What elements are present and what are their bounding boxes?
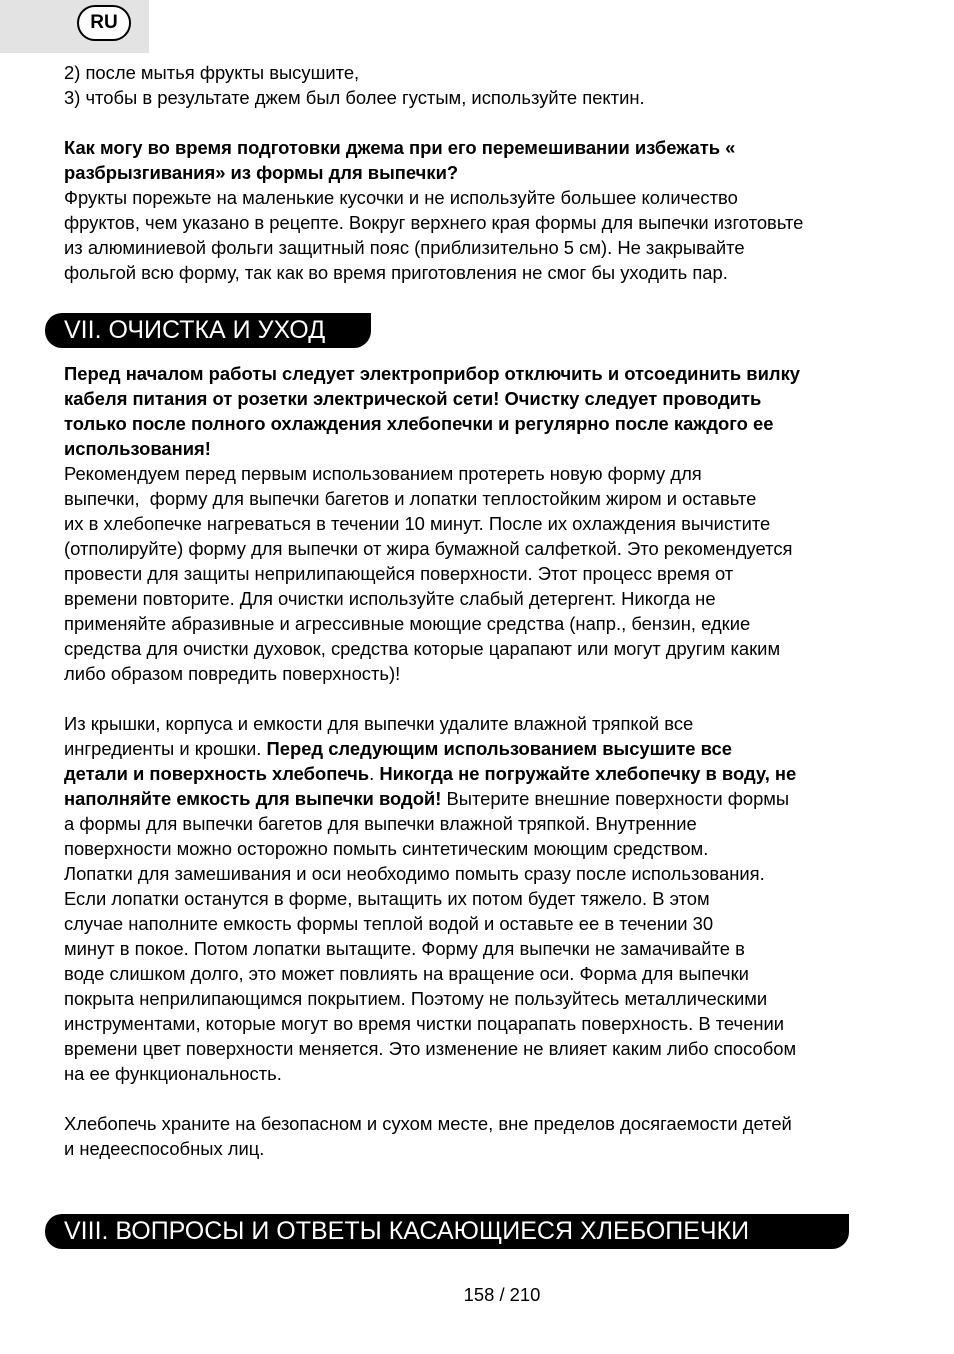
faq-answer-line: фольгой всю форму, так как во время приготовления не смог бы уходить пар. xyxy=(64,262,728,283)
page-number xyxy=(0,1282,954,1307)
faq-answer-line: из алюминиевой фольги защитный пояс (приблизительно 5 см). Не закрывайте xyxy=(64,237,745,258)
page-current: 158 xyxy=(463,1284,495,1305)
section-heading-cleaning: VII. ОЧИСТКА И УХОД xyxy=(45,313,371,348)
paragraph-line: воде слишком долго, это может повлиять на вращение оси. Форма для выпечки xyxy=(64,963,749,984)
page-separator: / xyxy=(494,1284,510,1305)
intro-line: 2) после мытья фрукты высушите, xyxy=(64,62,360,83)
paragraph-line: Рекомендуем перед первым использованием протереть новую форму для xyxy=(64,463,702,484)
section-heading-faq: VIII. ВОПРОСЫ И ОТВЕТЫ КАСАЮЩИЕСЯ ХЛЕБОПЕЧКИ xyxy=(45,1214,849,1249)
paragraph-line: их в хлебопечке нагреваться в течении 10 минут. После их охлаждения вычистите xyxy=(64,513,771,534)
paragraph-line: инструментами, которые могут во время чистки поцарапать поверхность. В течении xyxy=(64,1013,785,1034)
faq-answer-line: Фрукты порежьте на маленькие кусочки и не используйте большее количество xyxy=(64,187,738,208)
paragraph-line: случае наполните емкость формы теплой водой и оставьте ее в течении 30 xyxy=(64,913,714,934)
paragraph-line xyxy=(64,736,732,761)
warning-line: только после полного охлаждения хлебопечки и регулярно после каждого ее xyxy=(64,413,774,434)
page-total: 210 xyxy=(509,1284,541,1305)
paragraph-line: на ее функциональность. xyxy=(64,1063,282,1084)
bold-text-run: детали и поверхность хлебопечь xyxy=(64,763,370,784)
intro-line: 3) чтобы в результате джем был более густым, используйте пектин. xyxy=(64,87,645,108)
paragraph-line: поверхности можно осторожно помыть синтетическим моющим средством. xyxy=(64,838,709,859)
warning-line: Перед началом работы следует электроприбор отключить и отсоединить вилку xyxy=(64,363,801,384)
paragraph-line: Хлебопечь храните на безопасном и сухом месте, вне пределов досягаемости детей xyxy=(64,1113,792,1134)
text-run: Вытерите внешние поверхности формы xyxy=(441,788,790,809)
text-run: ингредиенты и крошки. xyxy=(64,738,267,759)
bold-text-run: наполняйте емкость для выпечки водой! xyxy=(64,788,442,809)
paragraph-line xyxy=(64,786,789,811)
paragraph-line: времени повторите. Для очистки используйте слабый детергент. Никогда не xyxy=(64,588,716,609)
paragraph-line: Если лопатки останутся в форме, вытащить их потом будет тяжело. В этом xyxy=(64,888,710,909)
paragraph-line: минут в покое. Потом лопатки вытащите. Форму для выпечки не замачивайте в xyxy=(64,938,745,959)
faq-question-line: разбрызгивания» из формы для выпечки? xyxy=(64,162,459,183)
paragraph-line: времени цвет поверхности меняется. Это изменение не влияет каким либо способом xyxy=(64,1038,797,1059)
paragraph-line: а формы для выпечки багетов для выпечки влажной тряпкой. Внутренние xyxy=(64,813,697,834)
paragraph-line: применяйте абразивные и агрессивные моющие средства (напр., бензин, едкие xyxy=(64,613,751,634)
paragraph-line: провести для защиты неприлипающейся поверхности. Этот процесс время от xyxy=(64,563,734,584)
faq-answer-line: фруктов, чем указано в рецепте. Вокруг верхнего края формы для выпечки изготовьте xyxy=(64,212,804,233)
language-badge: RU xyxy=(77,5,131,41)
bold-text-run: Перед следующим использованием высушите все xyxy=(266,738,732,759)
paragraph-line: покрыта неприлипающимся покрытием. Поэтому не пользуйтесь металлическими xyxy=(64,988,768,1009)
warning-line: кабеля питания от розетки электрической сети! Очистку следует проводить xyxy=(64,388,762,409)
text-run: . xyxy=(369,763,380,784)
paragraph-line: и недееспособных лиц. xyxy=(64,1138,265,1159)
paragraph-line: либо образом повредить поверхность)! xyxy=(64,663,401,684)
paragraph-line: Из крышки, корпуса и емкости для выпечки удалите влажной тряпкой все xyxy=(64,713,694,734)
paragraph-line xyxy=(64,761,796,786)
paragraph-line: Лопатки для замешивания и оси необходимо помыть сразу после использования. xyxy=(64,863,765,884)
bold-text-run: Никогда не погружайте хлебопечку в воду, не xyxy=(379,763,797,784)
warning-line: использования! xyxy=(64,438,211,459)
paragraph-line: (отполируйте) форму для выпечки от жира бумажной салфеткой. Это рекомендуется xyxy=(64,538,793,559)
paragraph-line: выпечки, форму для выпечки багетов и лопатки теплостойким жиром и оставьте xyxy=(64,488,757,509)
paragraph-line: средства для очистки духовок, средства которые царапают или могут другим каким xyxy=(64,638,781,659)
faq-question-line: Как могу во время подготовки джема при его перемешивании избежать « xyxy=(64,137,736,158)
